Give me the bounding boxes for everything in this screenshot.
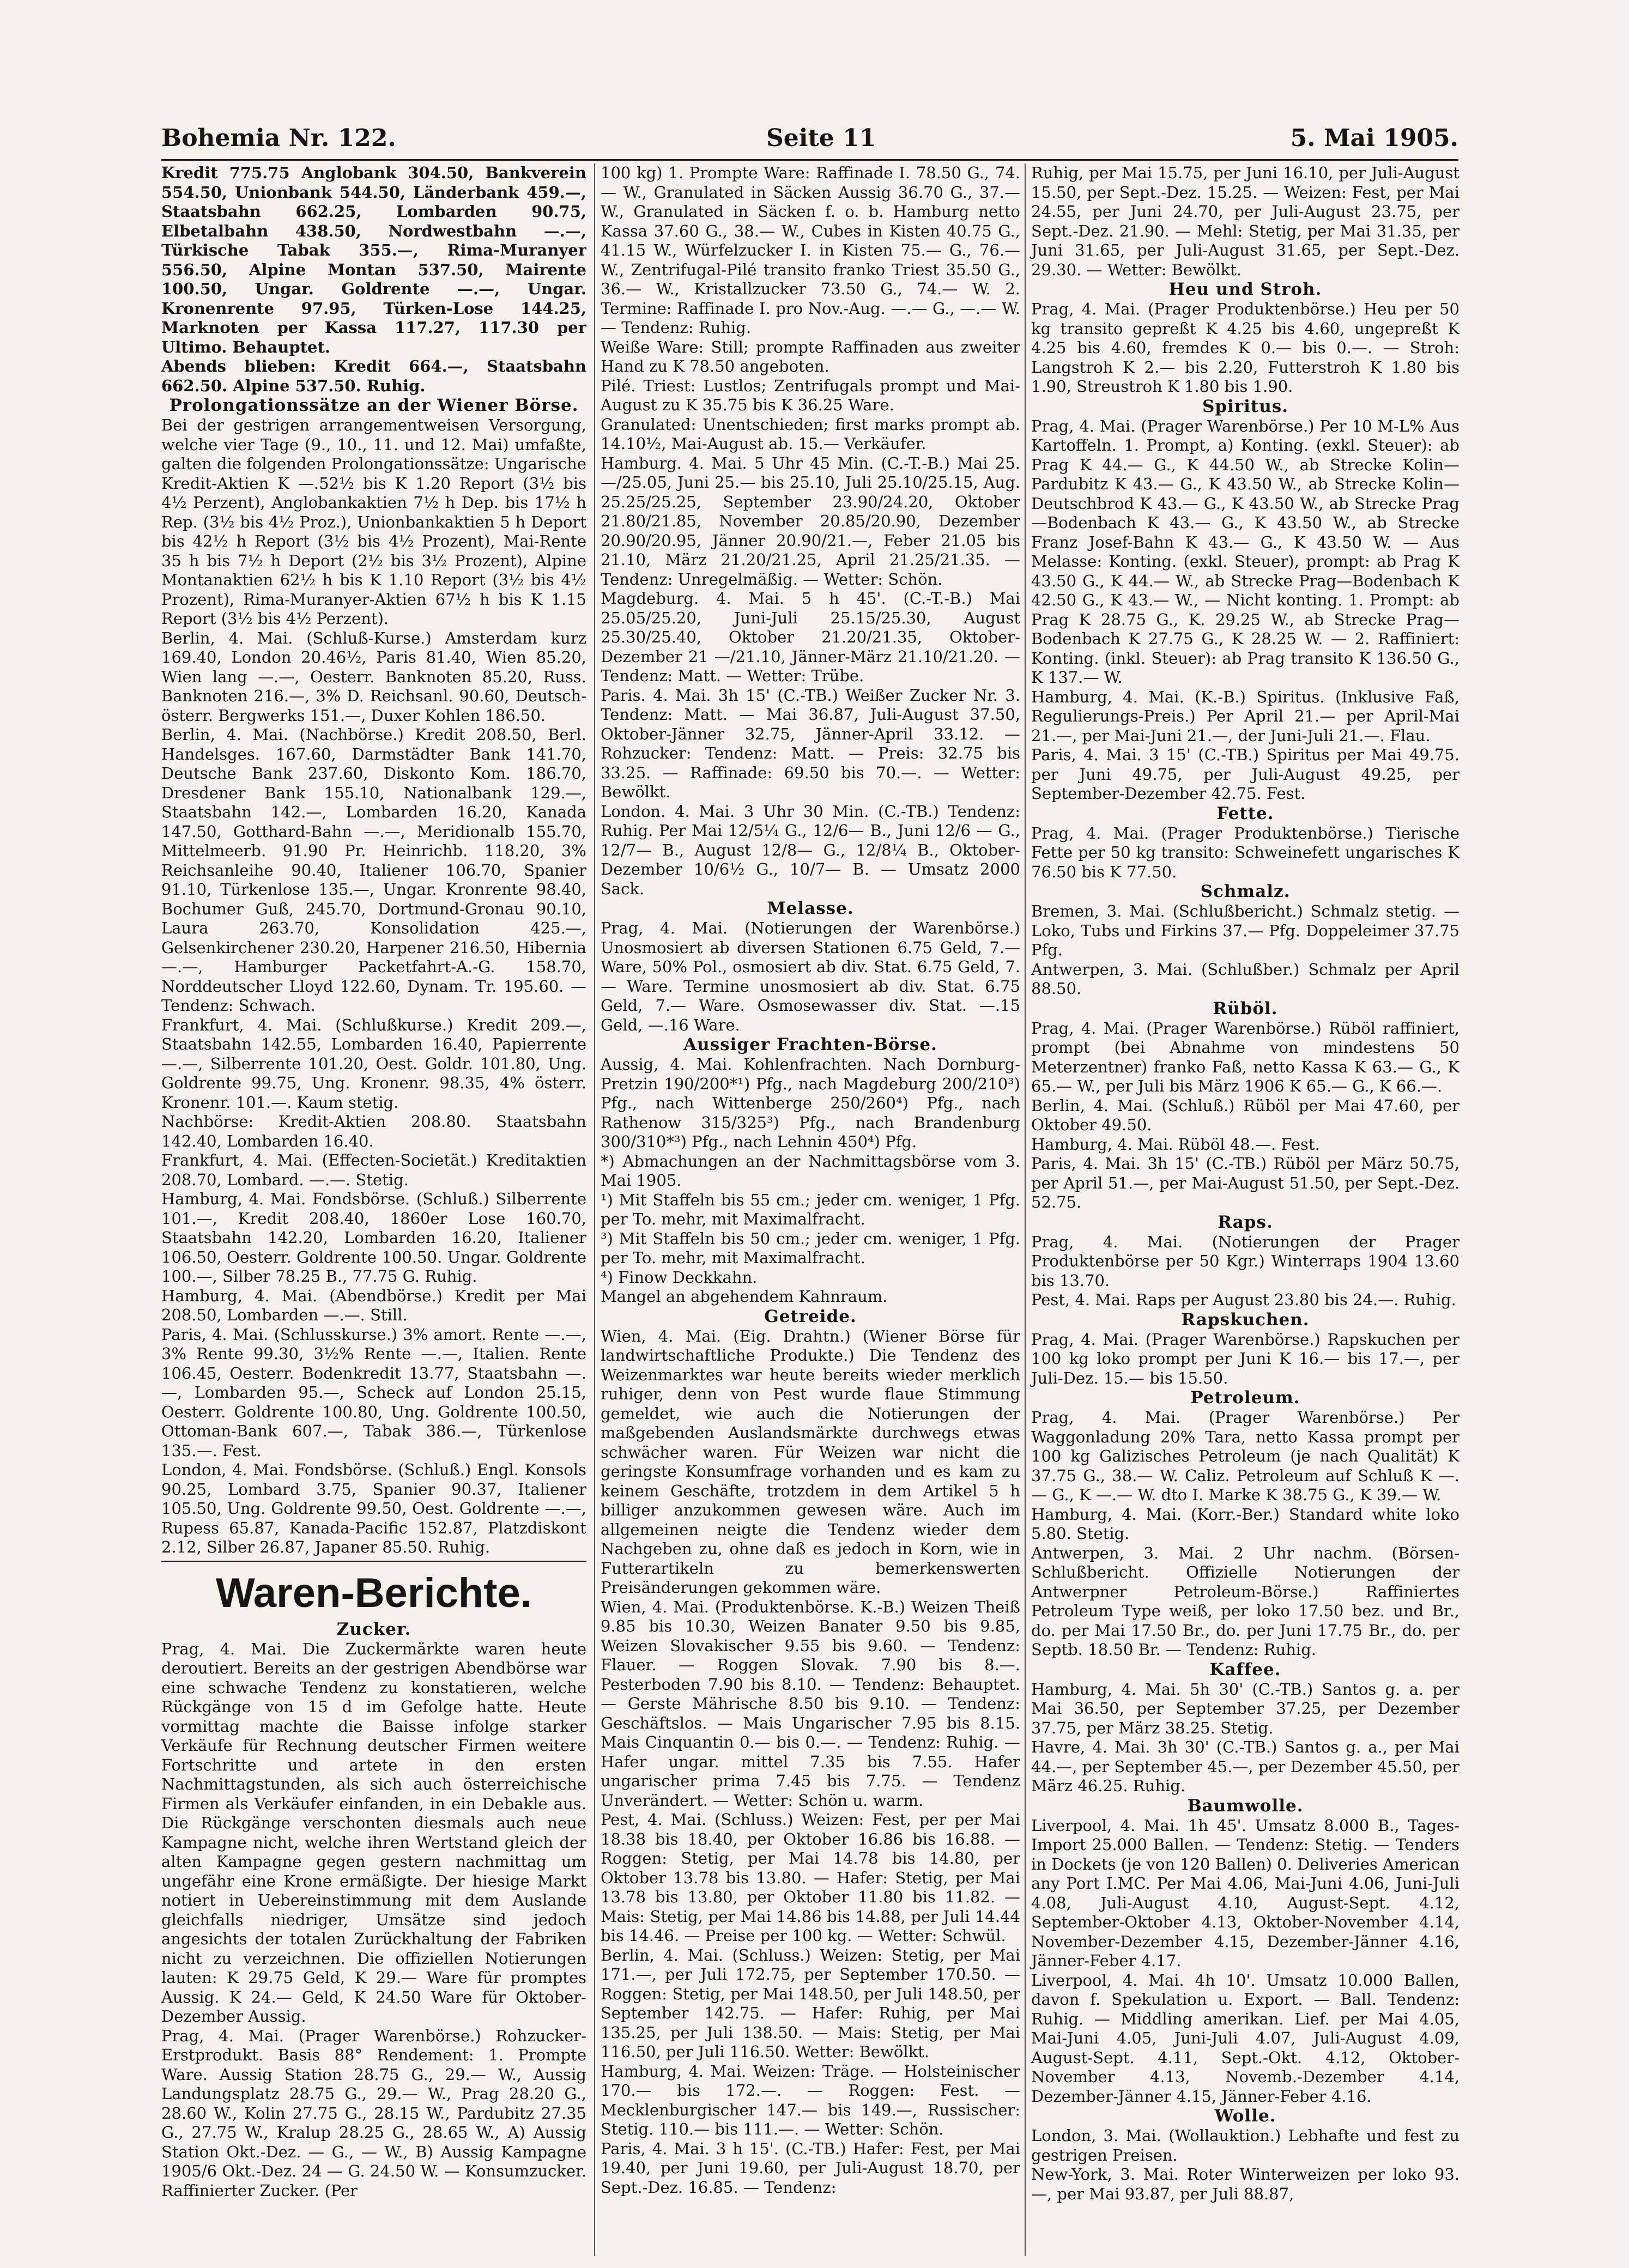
white-goods-report: Weiße Ware: Still; prompte Raffinaden aus zweiter Hand zu K 78.50 angeboten. [601, 337, 1020, 375]
paris-rapeoil-report: Paris, 4. Mai. 3h 15' (C.-TB.) Rüböl per März 50.75, per April 51.—, per Mai-August 51.50, per Sept.-Dez. 52.75. [1031, 1154, 1460, 1211]
section-heading-melasse: Melasse. [767, 899, 854, 918]
liverpool-cotton-report-2: Liverpool, 4. Mai. 4h 10'. Umsatz 10.000 Ballen, davon f. Spekulation u. Export. — Ball. Tendenz: Ruhig. — Middling amerikan. Lief. per Mai 4.05, Mai-Juni 4.05, Juni-Juli 4.07, Juli-August 4.09, August-Sept. 4.11, Sept.-Okt. 4.12, Oktober-November 4.13, Novemb.-Dezember 4.14, Dezember-Jänner 4.15, Jänner-Feber 4.16. [1031, 1970, 1460, 2106]
london-wool-report: London, 3. Mai. (Wollauktion.) Lebhafte und fest zu gestrigen Preisen. [1031, 2126, 1460, 2164]
prolongation-report: Bei der gestrigen arrangementweisen Versorgung, welche vier Tage (9., 10., 11. und 12. Mai) umfaßte, galten die folgenden Prolongationssätze: Ungarische Kredit-Aktien K —.52½ bis K 1.20 Report (3½ bis 4½ Perzent), Anglobankaktien 7½ h Dep. bis 17½ h Rep. (3½ bis 4½ Proz.), Unionbankaktien 5 h Deport bis 42½ h Report (3½ bis 4½ Prozent), Mai-Rente 35 h bis 7½ h Deport (2½ bis 3½ Prozent), Alpine Montanaktien 62½ h bis K 1.10 Report (3½ bis 4½ Prozent), Rima-Muranyer-Aktien 67½ h bis K 1.15 Report (3½ bis 4½ Perzent). [161, 416, 586, 628]
paris-sugar-report: Paris. 4. Mai. 3h 15' (C.-TB.) Weißer Zucker Nr. 3. Tendenz: Matt. — Mai 36.87, Juli-August 37.50, Oktober-Jänner 32.75, Jänner-April 33.12. — Rohzucker: Tendenz: Matt. — Preis: 32.75 bis 33.25. — Raffinade: 69.50 bis 70.—. — Wetter: Bewölkt. [601, 686, 1020, 801]
section-heading-petroleum: Petroleum. [1190, 1388, 1300, 1408]
berlin-grain-report: Berlin, 4. Mai. (Schluss.) Weizen: Stetig, per Mai 171.—, per Juli 172.75, per September 170.50. — Roggen: Stetig, per Mai 148.50, per Juli 148.50, per September 142.75. — Hafer: Ruhig, per Mai 135.25, per Juli 138.50. — Mais: Stetig, per Mai 116.50, per Juli 116.50. Wetter: Bewölkt. [601, 1945, 1020, 2061]
section-heading-raps: Raps. [1218, 1212, 1273, 1232]
section-heading-heu-stroh: Heu und Stroh. [1168, 280, 1322, 299]
pest-rapeseed-report: Pest, 4. Mai. Raps per August 23.80 bis 24.—. Ruhig. [1031, 1290, 1456, 1309]
evening-quotes: Abends blieben: Kredit 664.—, Staatsbahn 662.50. Alpine 537.50. Ruhig. [161, 357, 586, 395]
section-heading-wolle: Wolle. [1214, 2106, 1276, 2126]
prague-rapeoil-report: Prag, 4. Mai. (Prager Warenbörse.) Rüböl raffiniert, prompt (bei Abnahme von mindestens 50 Meterzentner) franko Faß, netto Kassa K 63.— G., K 65.— W., per Juli bis März 1906 K 65.— G., K 66.—. [1031, 1018, 1460, 1095]
title-rule [161, 1561, 586, 1562]
prague-rapeseed-report: Prag, 4. Mai. (Notierungen der Prager Produktenbörse per 50 Kgr.) Winterraps 1904 13.60 bis 13.70. [1031, 1232, 1460, 1290]
section-heading-fette: Fette. [1216, 803, 1274, 823]
header-page-number: Seite 11 [766, 124, 876, 152]
rapecake-report: Prag, 4. Mai. (Prager Warenbörse.) Rapskuchen per 100 kg loko prompt per Juni K 16.— bis 17.—, per Juli-Dez. 15.— bis 15.50. [1031, 1330, 1460, 1387]
hamburg-petroleum-report: Hamburg, 4. Mai. (Korr.-Ber.) Standard white loko 5.80. Stetig. [1031, 1505, 1460, 1543]
section-heading-zucker: Zucker. [336, 1619, 411, 1639]
section-heading-getreide: Getreide. [764, 1306, 857, 1326]
hamburg-sugar-report: Hamburg. 4. Mai. 5 Uhr 45 Min. (C.-T.-B.) Mai 25.—/25.05, Juni 25.— bis 25.10, Juli 25.10/25.15, Aug. 25.25/25.25, September 23.90/24.20, Oktober 21.80/21.85, November 20.85/20.90, Dezember 20.90/20.95, Jänner 20.90/21.—, Feber 21.05 bis 21.10, März 21.20/21.25, April 21.25/21.35. — Tendenz: Unregelmäßig. — Wetter: Schön. [601, 453, 1020, 589]
column-1 [161, 163, 586, 2256]
hamburg-evening-report: Hamburg, 4. Mai. (Abendbörse.) Kredit per Mai 208.50, Lombarden —.—. Still. [161, 1286, 586, 1324]
hamburg-spirits-report: Hamburg, 4. Mai. (K.-B.) Spiritus. (Inklusive Faß, Regulierungs-Preis.) Per April 21.— per April-Mai 21.—, per Mai-Juni 21.—, der Juni-Juli 21.—. Flau. [1031, 687, 1460, 745]
hamburg-rapeoil-report: Hamburg, 4. Mai. Rüböl 48.—. Fest. [1031, 1135, 1320, 1154]
london-fonds-report: London, 4. Mai. Fondsbörse. (Schluß.) Engl. Konsols 90.25, Lombard 3.75, Spanier 90.37, Italiener 105.50, Ung. Goldrente 99.50, Oest. Goldrente —.—, Rupess 65.87, Kanada-Pacific 152.87, Platzdiskont 2.12, Silber 26.87, Japaner 85.50. Ruhig. [161, 1460, 586, 1556]
london-sugar-report: London. 4. Mai. 3 Uhr 30 Min. (C.-TB.) Tendenz: Ruhig. Per Mai 12/5¼ G., 12/6— B., Juni 12/6 — G., 12/7— B., August 12/8— G., 12/8¼ B., Oktober-Dezember 10/6½ G., 10/7— B. — Umsatz 2000 Sack. [601, 802, 1020, 898]
header-date: 5. Mai 1905. [1290, 124, 1458, 152]
vienna-stock-quotes: Kredit 775.75 Anglobank 304.50, Bankverein 554.50, Unionbank 544.50, Länderbank 459.—, Staatsbahn 662.25, Lombarden 90.75, Elbetalbahn 438.50, Nordwestbahn —.—, Türkische Tabak 355.—, Rima-Muranyer 556.50, Alpine Montan 537.50, Mairente 100.50, Ungar. Goldrente —.—, Ungar. Kronenrente 97.95, Türken-Lose 144.25, Marknoten per Kassa 117.27, 117.30 per Ultimo. Behauptet. [161, 163, 586, 356]
prague-petroleum-report: Prag, 4. Mai. (Prager Warenbörse.) Per Waggonladung 20% Tara, netto Kassa prompt per 100 kg Galizisches Petroleum (je nach Qualität) K 37.75 G., 38.— W. Caliz. Petroleum auf Schluß K —.— G., K —.— W. dto I. Marke K 38.75 G., K 39.— W. [1031, 1408, 1460, 1504]
magdeburg-sugar-report: Magdeburg. 4. Mai. 5 h 45'. (C.-T.-B.) Mai 25.05/25.20, Juni-Juli 25.15/25.30, August 25.30/25.40, Oktober 21.20/21.35, Oktober-Dezember 21 —/21.10, Jänner-März 21.10/21.20. — Tendenz: Matt. — Wetter: Trübe. [601, 589, 1020, 685]
section-heading-schmalz: Schmalz. [1200, 882, 1291, 901]
pest-grain-report: Pest, 4. Mai. (Schluss.) Weizen: Fest, per per Mai 18.38 bis 18.40, per Oktober 16.86 bis 16.88. — Roggen: Stetig, per Mai 14.78 bis 14.80, per Oktober 13.78 bis 13.80. — Hafer: Stetig, per Mai 13.78 bis 13.80, per Oktober 11.80 bis 11.82. — Mais: Stetig, per Mai 14.86 bis 14.88, per Juli 14.44 bis 14.46. — Preise per 100 kg. — Wetter: Schwül. [601, 1810, 1020, 1945]
section-heading-rueboel: Rüböl. [1213, 998, 1278, 1018]
section-heading-baumwolle: Baumwolle. [1187, 1796, 1304, 1816]
section-heading-rapskuchen: Rapskuchen. [1181, 1309, 1310, 1330]
granulated-report: Granulated: Unentschieden; first marks prompt ab. 14.10½, Mai-August ab. 15.— Verkäufer. [601, 415, 1020, 453]
antwerp-petroleum-report: Antwerpen, 3. Mai. 2 Uhr nachm. (Börsen-Schlußbericht. Offizielle Notierungen der Antwerpner Petroleum-Börse.) Raffiniertes Petroleum Type weiß, per loko 17.50 bez. und Br., do. per Mai 17.50 Br., do. per Juni 17.75 Br., do. per Septb. 18.50 Br. — Tendenz: Ruhig. [1031, 1543, 1460, 1659]
paris-grain-continued: Ruhig, per Mai 15.75, per Juni 16.10, per Juli-August 15.50, per Sept.-Dez. 15.25. — Weizen: Fest, per Mai 24.55, per Juni 24.70, per Juli-August 23.75, per Sept.-Dez. 21.90. — Mehl: Stetig, per Mai 31.35, per Juni 31.65, per Juli-August 31.65, per Sept.-Dez. 29.30. — Wetter: Bewölkt. [1031, 163, 1460, 279]
paris-spirits-report: Paris, 4. Mai. 3 15' (C.-TB.) Spiritus per Mai 49.75. per Juni 49.75, per Juli-August 49.25, per September-Dezember 42.75. Fest. [1031, 745, 1460, 803]
column-2 [594, 163, 1020, 2256]
bremen-lard-report: Bremen, 3. Mai. (Schlußbericht.) Schmalz stetig. — Loko, Tubs und Firkins 37.— Pfg. Doppeleimer 37.75 Pfg. [1031, 902, 1460, 959]
molasses-report: Prag, 4. Mai. (Notierungen der Warenbörse.) Unosmosiert ab diversen Stationen 6.75 Geld, 7.— Ware, 50% Pol., osmosiert ab div. Stat. 6.75 Geld, 7.— Ware. Termine unosmosiert ab div. Stat. 6.75 Geld, 7.— Ware. Osmosewasser div. Stat. —.15 Geld, —.16 Ware. [601, 919, 1020, 1034]
newyork-wheat-report: New-York, 3. Mai. Roter Winterweizen per loko 93.—, per Mai 93.87, per Juli 88.87, [1031, 2165, 1460, 2203]
freight-footnotes: *) Abmachungen an der Nachmittagsbörse vom 3. Mai 1905. ¹) Mit Staffeln bis 55 cm.; jeder cm. weniger, 1 Pfg. per To. mehr, mit Maximalfracht. ³) Mit Staffeln bis 50 cm.; jeder cm. weniger, 1 Pfg. per To. mehr, mit Maximalfracht. ⁴) Finow Deckkahn. Mangel an abgehendem Kahnraum. [601, 1151, 1020, 1306]
vienna-produce-quotes: Wien, 4. Mai. (Produktenbörse. K.-B.) Weizen Theiß 9.85 bis 10.30, Weizen Banater 9.50 bis 9.85, Weizen Slovakischer 9.55 bis 9.60. — Tendenz: Flauer. — Roggen Slovak. 7.90 bis 8.—. Pesterboden 7.90 bis 8.10. — Tendenz: Behauptet. — Gerste Mährische 8.50 bis 9.10. — Tendenz: Geschäftslos. — Mais Ungarischer 7.95 bis 8.15. Mais Cinquantin 0.— bis 0.—. — Tendenz: Ruhig. — Hafer ungar. mittel 7.35 bis 7.55. Hafer ungarischer prima 7.45 bis 7.75. — Tendenz Unverändert. — Wetter: Schön u. warm. [601, 1597, 1020, 1810]
frankfurt-closing-report: Frankfurt, 4. Mai. (Schlußkurse.) Kredit 209.—, Staatsbahn 142.55, Lombarden 16.40, Papierrente —.—, Silberrente 101.20, Oest. Goldr. 101.80, Ung. Goldrente 99.75, Ung. Kronenr. 98.35, 4% österr. Kronenr. 101.—. Kaum stetig. [161, 1015, 586, 1112]
havre-coffee-report: Havre, 4. Mai. 3h 30' (C.-TB.) Santos g. a., per Mai 44.—, per September 45.—, per Dezember 45.50, per März 46.25. Ruhig. [1031, 1738, 1460, 1795]
hamburg-grain-report: Hamburg, 4. Mai. Weizen: Träge. — Holsteinischer 170.— bis 172.—. — Roggen: Fest. — Mecklenburgischer 147.— bis 149.—, Russischer: Stetig. 110.— bis 111.—. — Wetter: Schön. [601, 2061, 1020, 2138]
liverpool-cotton-report-1: Liverpool, 4. Mai. 1h 45'. Umsatz 8.000 B., Tages-Import 25.000 Ballen. — Tendenz: Stetig. — Tenders in Dockets (je von 120 Ballen) 0. Deliveries American any Port I.MC. Per Mai 4.06, Mai-Juni 4.06, Juni-Juli 4.08, Juli-August 4.10, August-Sept. 4.12, September-Oktober 4.13, Oktober-November 4.14, November-Dezember 4.15, Dezember-Jänner 4.16, Jänner-Feber 4.17. [1031, 1816, 1460, 1970]
refined-sugar-quotes: 100 kg) 1. Prompte Ware: Raffinade I. 78.50 G., 74.— W., Granulated in Säcken Aussig 36.70 G., 37.— W., Granulated in Säcken f. o. b. Hamburg netto Kassa 37.60 G., 38.— W., Cubes in Kisten 40.75 G., 41.15 W., Würfelzucker I. in Kisten 75.— G., 76.— W., Zentrifugal-Pilé transito franko Triest 35.50 G., 36.— W., Kristallzucker 73.50 G., 74.— W. 2. Termine: Raffinade I. pro Nov.-Aug. —.— G., —.— W. — Tendenz: Ruhig. [601, 163, 1020, 337]
sugar-market-report: Prag, 4. Mai. Die Zuckermärkte waren heute deroutiert. Bereits an der gestrigen Abendbörse war eine schwache Tendenz zu konstatieren, welche Rückgänge von 15 d im Gefolge hatte. Heute vormittag machte die Baisse infolge starker Verkäufe für Rechnung deutscher Firmen weitere Fortschritte und artete in den ersten Nachmittagstunden, als sich auch österreichische Firmen als Verkäufer einfanden, in ein Debakle aus. Die Rückgänge verschonten diesmals auch neue Kampagne nicht, welche ihren Wertstand gleich der alten Kampagne gegen gestern nachmittag um ungefähr eine Krone ermäßigte. Der hiesige Markt notiert in Uebereinstimmung mit dem Auslande gleichfalls niedriger, Umsätze sind jedoch angesichts der totalen Zurückhaltung der Fabriken nicht zu verzeichnen. Die offiziellen Notierungen lauten: K 29.75 Geld, K 29.— Ware für promptes Aussig. K 24.— Geld, K 24.50 Ware für Oktober-Dezember Aussig. [161, 1639, 586, 2026]
hay-straw-report: Prag, 4. Mai. (Prager Produktenbörse.) Heu per 50 kg transito gepreßt K 4.25 bis 4.60, ungepreßt K 4.25 bis 4.60, fremdes K 0.— bis 0.—. — Stroh: Langstroh K 2.— bis 2.20, Futterstroh K 1.80 bis 1.90, Streustroh K 1.80 bis 1.90. [1031, 300, 1460, 396]
page-header [161, 124, 1458, 157]
paris-closing-report: Paris, 4. Mai. (Schlusskurse.) 3% amort. Rente —.—, 3% Rente 99.30, 3½% Rente —.—, Italien. Rente 106.45, Oesterr. Bodenkredit 13.77, Staatsbahn —.—, Lombarden 95.—, Scheck auf London 25.15, Oesterr. Goldrente 100.80, Ung. Goldrente 100.50, Ottoman-Bank 607.—, Tabak 386.—, Türkenlose 135.—. Fest. [161, 1325, 586, 1460]
hamburg-coffee-report: Hamburg, 4. Mai. 5h 30' (C.-TB.) Santos g. a. per Mai 36.50, per September 37.25, per Dezember 37.75, per März 38.25. Stetig. [1031, 1679, 1460, 1737]
section-heading-spiritus: Spiritus. [1202, 396, 1289, 416]
berlin-rapeoil-report: Berlin, 4. Mai. (Schluß.) Rüböl per Mai 47.60, per Oktober 49.50. [1031, 1096, 1460, 1134]
section-title-waren-berichte: Waren-Berichte. [216, 1569, 532, 1616]
section-heading-prolongation: Prolongationssätze an der Wiener Börse. [169, 396, 579, 415]
header-rule [161, 159, 1458, 161]
coal-freight-report: Aussig, 4. Mai. Kohlenfrachten. Nach Dornburg-Pretzin 190/200*¹) Pfg., nach Magdeburg 200/210³) Pfg., nach Wittenberge 250/260⁴) Pfg., nach Rathenow 315/325³) Pfg., nach Brandenburg 300/310*³) Pfg., nach Lehnin 450⁴) Pfg. [601, 1055, 1020, 1151]
column-3 [1025, 163, 1460, 2256]
fats-report: Prag, 4. Mai. (Prager Produktenbörse.) Tierische Fette per 50 kg transito: Schweinefett ungarisches K 76.50 bis K 77.50. [1031, 823, 1460, 881]
pile-triest-report: Pilé. Triest: Lustlos; Zentrifugals prompt und Mai-August zu K 35.75 bis K 36.25 Ware. [601, 376, 1020, 414]
hamburg-fonds-report: Hamburg, 4. Mai. Fondsbörse. (Schluß.) Silberrente 101.—, Kredit 208.40, 1860er Lose 160.70, Staatsbahn 142.20, Lombarden 16.20, Italiener 106.50, Oesterr. Goldrente 100.50. Ungar. Goldrente 100.—, Silber 78.25 B., 77.75 G. Ruhig. [161, 1190, 586, 1285]
antwerp-lard-report: Antwerpen, 3. Mai. (Schlußber.) Schmalz per April 88.50. [1031, 960, 1460, 998]
berlin-afterhours-report: Berlin, 4. Mai. (Nachbörse.) Kredit 208.50, Berl. Handelsges. 167.60, Darmstädter Bank 141.70, Deutsche Bank 237.60, Diskonto Kom. 186.70, Dresdener Bank 155.10, Nationalbank 129.—, Staatsbahn 142.—, Lombarden 16.20, Kanada 147.50, Gotthard-Bahn —.—, Meridionalb 155.70, Mittelmeerb. 91.90 Pr. Heinrichb. 118.20, 3% Reichsanleihe 90.40, Italiener 106.70, Spanier 91.10, Türkenlose 135.—, Ungar. Kronrente 98.40, Bochumer Guß, 245.70, Dortmund-Gronau 90.10, Laura 263.70, Konsolidation 425.—, Gelsenkirchener 230.20, Harpener 216.50, Hibernia —.—, Hamburger Packetfahrt-A.-G. 158.70, Norddeutscher Lloyd 122.60, Dynam. Tr. 195.60. — Tendenz: Schwach. [161, 725, 586, 1015]
section-heading-freight: Aussiger Frachten-Börse. [683, 1035, 937, 1054]
raw-sugar-quotes: Prag, 4. Mai. (Prager Warenbörse.) Rohzucker-Erstprodukt. Basis 88° Rendement: 1. Prompte Ware. Aussig Station 28.75 G., 29.— W., Aussig Landungsplatz 28.75 G., 29.— W., Prag 28.20 G., 28.60 W., Kolin 27.75 G., 28.15 W., Pardubitz 27.35 G., 27.75 W., Kralup 28.25 G., 28.65 W., A) Aussig Station Okt.-Dez. — G., — W., B) Aussig Kampagne 1905/6 Okt.-Dez. 24 — G. 24.50 W. — Konsumzucker. Raffinierter Zucker. (Per [161, 2026, 586, 2200]
section-heading-kaffee: Kaffee. [1209, 1659, 1281, 1679]
frankfurt-afterhours-report: Nachbörse: Kredit-Aktien 208.80. Staatsbahn 142.40, Lombarden 16.40. [161, 1112, 586, 1150]
berlin-closing-report: Berlin, 4. Mai. (Schluß-Kurse.) Amsterdam kurz 169.40, London 20.46½, Paris 81.40, Wien 85.20, Wien lang —.—, Oesterr. Banknoten 85.20, Russ. Banknoten 216.—, 3% D. Reichsanl. 90.60, Deutsch-österr. Bergwerks 151.—, Duxer Kohlen 186.50. [161, 628, 586, 725]
prague-spirits-report: Prag, 4. Mai. (Prager Warenbörse.) Per 10 M-L% Aus Kartoffeln. 1. Prompt, a) Konting. (exkl. Steuer): ab Prag K 44.— G., K 44.50 W., ab Strecke Kolin—Pardubitz K 43.— G., K 43.50 W., ab Strecke Kolin—Deutschbrod K 43.— G., K 43.50 W., ab Strecke Prag—Bodenbach K 43.— G., K 43.50 W., ab Strecke Franz Josef-Bahn K 43.— G., K 43.50 W. — Aus Melasse: Konting. (exkl. Steuer), prompt: ab Prag K 43.50 G., K 44.— W., ab Strecke Prag—Bodenbach K 42.50 G., K 43.— W., — Nicht konting. 1. Prompt: ab Prag K 28.75 G., K. 29.25 W., ab Strecke Prag—Bodenbach K 27.75 G., K 28.25 W. — 2. Raffiniert: Konting. (inkl. Steuer): ab Prag transito K 136.50 G., K 137.— W. [1031, 416, 1460, 687]
vienna-grain-report: Wien, 4. Mai. (Eig. Drahtn.) (Wiener Börse für landwirtschaftliche Produkte.) Die Tendenz des Weizenmarktes war heute bereits wieder merklich ruhiger, denn von Pest wurde flaue Stimmung gemeldet, wie auch die Notierungen der maßgebenden Auslandsmärkte durchwegs etwas schwächer waren. Für Weizen war nicht die geringste Konsumfrage vorhanden und es kam zu keinem Geschäfte, trotzdem in dem Artikel 5 h billiger anzukommen gewesen wäre. Auch im allgemeinen neigte die Tendenz wieder dem Nachgeben zu, ohne daß es jedoch in Korn, wie in Futterartikeln zu bemerkenswerten Preisänderungen gekommen wäre. [601, 1326, 1020, 1597]
paris-grain-report: Paris, 4. Mai. 3 h 15'. (C.-TB.) Hafer: Fest, per Mai 19.40, per Juni 19.60, per Juli-August 18.70, per Sept.-Dez. 16.85. — Tendenz: [601, 2139, 1020, 2197]
header-publication: Bohemia Nr. 122. [161, 124, 396, 152]
frankfurt-societaet-report: Frankfurt, 4. Mai. (Effecten-Societät.) Kreditaktien 208.70, Lombard. —.—. Stetig. [161, 1151, 586, 1189]
